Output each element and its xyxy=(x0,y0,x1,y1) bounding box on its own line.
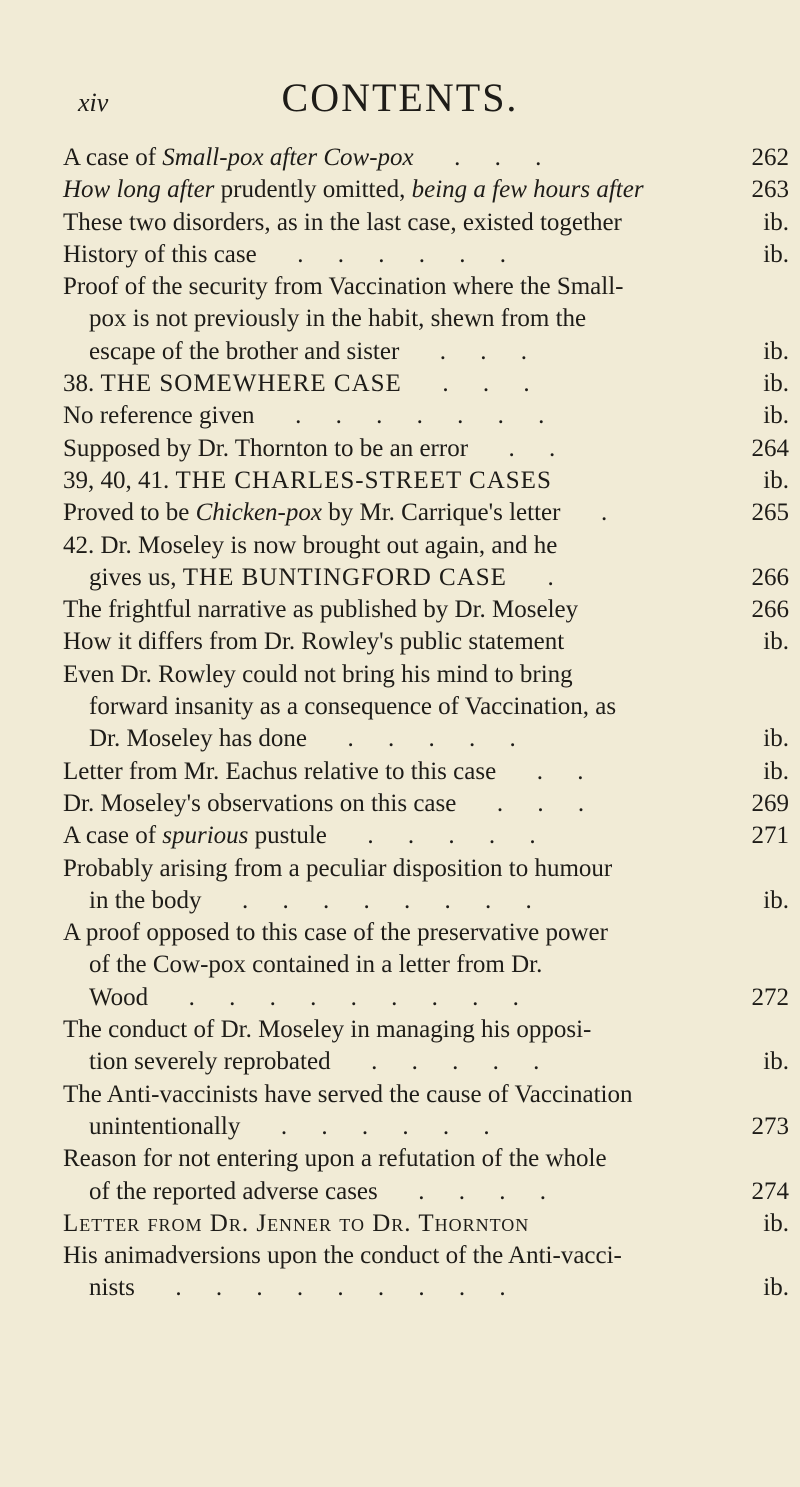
leader-dots: . . . xyxy=(413,144,556,171)
entry-page-ref: 262 xyxy=(751,144,789,171)
leader-dots: . xyxy=(506,563,568,591)
contents-entry xyxy=(0,756,800,788)
entry-text-a: 38. xyxy=(63,370,101,398)
entry-page-ref: 264 xyxy=(751,434,789,462)
contents-entry xyxy=(0,982,800,1014)
contents-entry xyxy=(0,271,800,303)
entry-text-a: Letter from Mr. Eachus relative to this case xyxy=(63,757,497,785)
entry-text-a: The conduct of Dr. Moseley in managing his opposi- xyxy=(63,1016,592,1044)
contents-entry xyxy=(0,1111,800,1143)
leader-dots: . . . xyxy=(401,370,544,398)
contents-entry xyxy=(0,659,800,691)
entry-text-a: unintentionally xyxy=(89,1112,241,1140)
entry-text-a: History of this case xyxy=(63,240,257,268)
contents-entry xyxy=(0,917,800,949)
entry-text xyxy=(0,303,723,335)
entry-caps: THE BUNTINGFORD CASE xyxy=(182,563,507,591)
entry-text xyxy=(0,1079,723,1111)
entry-page-ref: 266 xyxy=(751,563,789,591)
leader-dots: . . xyxy=(496,757,598,785)
entry-text xyxy=(0,530,723,562)
contents-entry xyxy=(0,142,800,174)
entry-page-ref: ib. xyxy=(763,725,789,753)
entry-text xyxy=(0,626,723,658)
entry-text xyxy=(0,336,723,368)
entry-page-ref: ib. xyxy=(763,402,789,430)
entry-text-a: These two disorders, as in the last case, existed together xyxy=(63,208,622,236)
contents-entry xyxy=(0,626,800,658)
leader-dots: . . . . . . . . . xyxy=(148,983,533,1011)
contents-entry xyxy=(0,562,800,594)
entry-caps: THE SOMEWHERE CASE xyxy=(100,370,402,398)
contents-entry xyxy=(0,885,800,917)
contents-entry xyxy=(0,465,800,497)
entry-text-a: pox is not previously in the habit, shewn from the xyxy=(89,305,587,333)
entry-text-a: 39, 40, 41. xyxy=(63,466,176,494)
running-title: CONTENTS. xyxy=(281,75,519,120)
page-number: xiv xyxy=(78,88,109,117)
entry-text xyxy=(0,174,723,206)
entry-italic: Small-pox after Cow-pox xyxy=(162,144,414,171)
leader-dots: . xyxy=(560,499,622,527)
entry-text-a: Probably arising from a peculiar disposition to humour xyxy=(63,854,613,882)
entry-text-b: by Mr. Carrique's letter xyxy=(321,499,561,527)
contents-entry xyxy=(0,1176,800,1208)
entry-text xyxy=(0,1014,723,1046)
contents-entry xyxy=(0,853,800,885)
entry-page-ref: ib. xyxy=(763,466,789,494)
entry-text-a: of the reported adverse cases xyxy=(89,1177,378,1205)
entry-page-ref: ib. xyxy=(763,886,789,914)
entry-text xyxy=(0,368,723,400)
contents-entry xyxy=(0,400,800,432)
contents-entry xyxy=(0,1208,800,1240)
entry-text xyxy=(0,1143,723,1175)
contents-entry xyxy=(0,433,800,465)
entry-text xyxy=(0,594,723,626)
entry-text-a: Dr. Moseley's observations on this case xyxy=(63,789,457,817)
leader-dots: . . . . . xyxy=(330,1048,554,1076)
entry-text-a: Even Dr. Rowley could not bring his mind to bring xyxy=(63,660,573,688)
leader-dots: . . . xyxy=(399,337,542,365)
contents-entry xyxy=(0,239,800,271)
entry-text-a: tion severely reprobated xyxy=(89,1048,331,1076)
contents-entry xyxy=(0,788,800,820)
contents-entry xyxy=(0,1240,800,1272)
entry-text xyxy=(0,885,723,917)
contents-entry xyxy=(0,530,800,562)
contents-entry xyxy=(0,207,800,239)
entry-page-ref: ib. xyxy=(763,1274,789,1302)
entry-text-a: A case of xyxy=(63,822,163,850)
contents-entry xyxy=(0,336,800,368)
entry-text-a: Dr. Moseley has done xyxy=(89,725,308,753)
entry-text xyxy=(0,917,723,949)
entry-caps: THE CHARLES-STREET CASES xyxy=(175,466,552,494)
entry-text xyxy=(0,820,723,852)
contents-list xyxy=(0,142,800,1305)
entry-text-a: escape of the brother and sister xyxy=(89,337,400,365)
entry-text-a: His animadversions upon the conduct of the Anti-vacci- xyxy=(63,1242,622,1270)
entry-text xyxy=(0,788,723,820)
entry-sc: Letter from Dr. Jenner to Dr. Thornton xyxy=(63,1209,530,1237)
entry-page-ref: 265 xyxy=(751,499,789,527)
contents-entry xyxy=(0,1272,800,1304)
contents-entry xyxy=(0,497,800,529)
entry-page-ref: 272 xyxy=(751,983,789,1011)
entry-page-ref: 266 xyxy=(751,596,789,624)
entry-text xyxy=(0,756,723,788)
leader-dots: . . . . . . xyxy=(256,240,520,268)
leader-dots: . . . . . xyxy=(326,822,550,850)
entry-italic-a: How long after xyxy=(63,176,215,204)
leader-dots: . . . . . . xyxy=(240,1112,504,1140)
entry-text xyxy=(0,1176,723,1208)
entry-italic: being a few hours after xyxy=(411,176,644,204)
leader-dots: . . . . xyxy=(377,1177,560,1205)
entry-text xyxy=(0,1111,723,1143)
entry-page-ref: ib. xyxy=(763,208,789,236)
contents-entry xyxy=(0,1014,800,1046)
contents-entry xyxy=(0,820,800,852)
entry-text xyxy=(0,1208,723,1240)
entry-text xyxy=(0,853,723,885)
entry-page-ref: 271 xyxy=(751,822,789,850)
entry-text xyxy=(0,1272,723,1304)
entry-text xyxy=(0,562,723,594)
entry-page-ref: 263 xyxy=(751,176,789,204)
entry-text-a: How it differs from Dr. Rowley's public statement xyxy=(63,628,565,656)
entry-text xyxy=(0,400,723,432)
entry-page-ref: ib. xyxy=(763,370,789,398)
entry-text xyxy=(0,949,723,981)
entry-text-a: of the Cow-pox contained in a letter from Dr. xyxy=(89,951,543,979)
entry-text-a: A proof opposed to this case of the preservative power xyxy=(63,919,608,947)
contents-entry xyxy=(0,594,800,626)
entry-text-a: nists xyxy=(89,1274,135,1302)
contents-entry xyxy=(0,368,800,400)
entry-page-ref: ib. xyxy=(763,757,789,785)
leader-dots: . . . . . . . xyxy=(254,402,559,430)
contents-entry xyxy=(0,691,800,723)
contents-entry xyxy=(0,174,800,206)
entry-text-a: in the body xyxy=(89,886,202,914)
entry-text-a: forward insanity as a consequence of Vaccination, as xyxy=(89,693,617,721)
entry-text-a: Reason for not entering upon a refutation of the whole xyxy=(63,1145,607,1173)
contents-entry xyxy=(0,1046,800,1078)
entry-text-a: No reference given xyxy=(63,402,255,430)
entry-text xyxy=(0,497,723,529)
entry-text-a: Proved to be xyxy=(63,499,196,527)
entry-text xyxy=(0,465,723,497)
entry-text xyxy=(0,659,723,691)
entry-text xyxy=(0,1046,723,1078)
leader-dots: . . . . . xyxy=(307,725,530,753)
leader-dots: . . xyxy=(468,434,570,462)
page-header xyxy=(0,74,800,134)
contents-entry xyxy=(0,949,800,981)
entry-page-ref: 274 xyxy=(751,1177,789,1205)
entry-page-ref: ib. xyxy=(763,337,789,365)
entry-text-a: The frightful narrative as published by Dr. Moseley xyxy=(63,596,579,624)
entry-text-a: The Anti-vaccinists have served the cause of Vaccination xyxy=(63,1080,633,1108)
leader-dots: . . . . . . . . xyxy=(201,886,546,914)
contents-entry xyxy=(0,1079,800,1111)
contents-entry xyxy=(0,1143,800,1175)
entry-text xyxy=(0,982,723,1014)
entry-page-ref: ib. xyxy=(763,628,789,656)
entry-text-b: pustule xyxy=(248,822,327,850)
entry-text xyxy=(0,239,723,271)
entry-text xyxy=(0,723,723,755)
contents-entry xyxy=(0,303,800,335)
entry-page-ref: 273 xyxy=(751,1112,789,1140)
entry-text xyxy=(0,691,723,723)
entry-text xyxy=(0,271,723,303)
entry-text-a: A case of xyxy=(63,144,163,171)
entry-text-a: Proof of the security from Vaccination where the Small- xyxy=(63,273,624,301)
entry-text-a: 42. Dr. Moseley is now brought out again, and he xyxy=(63,531,558,559)
entry-page-ref: 269 xyxy=(751,789,789,817)
entry-text-a: prudently omitted, xyxy=(214,176,412,204)
entry-page-ref: ib. xyxy=(763,1209,789,1237)
leader-dots: . . . . . . . . . xyxy=(134,1274,520,1302)
entry-text-a: Supposed by Dr. Thornton to be an error xyxy=(63,434,469,462)
entry-text xyxy=(0,142,723,174)
entry-page-ref: ib. xyxy=(763,240,789,268)
entry-page-ref: ib. xyxy=(763,1048,789,1076)
entry-italic: spurious xyxy=(162,822,249,850)
entry-text-a: Wood xyxy=(89,983,149,1011)
entry-text xyxy=(0,207,723,239)
entry-text xyxy=(0,1240,723,1272)
entry-text-a: gives us, xyxy=(89,563,183,591)
entry-text xyxy=(0,433,723,465)
entry-italic: Chicken-pox xyxy=(195,499,322,527)
contents-entry xyxy=(0,723,800,755)
leader-dots: . . . xyxy=(456,789,599,817)
